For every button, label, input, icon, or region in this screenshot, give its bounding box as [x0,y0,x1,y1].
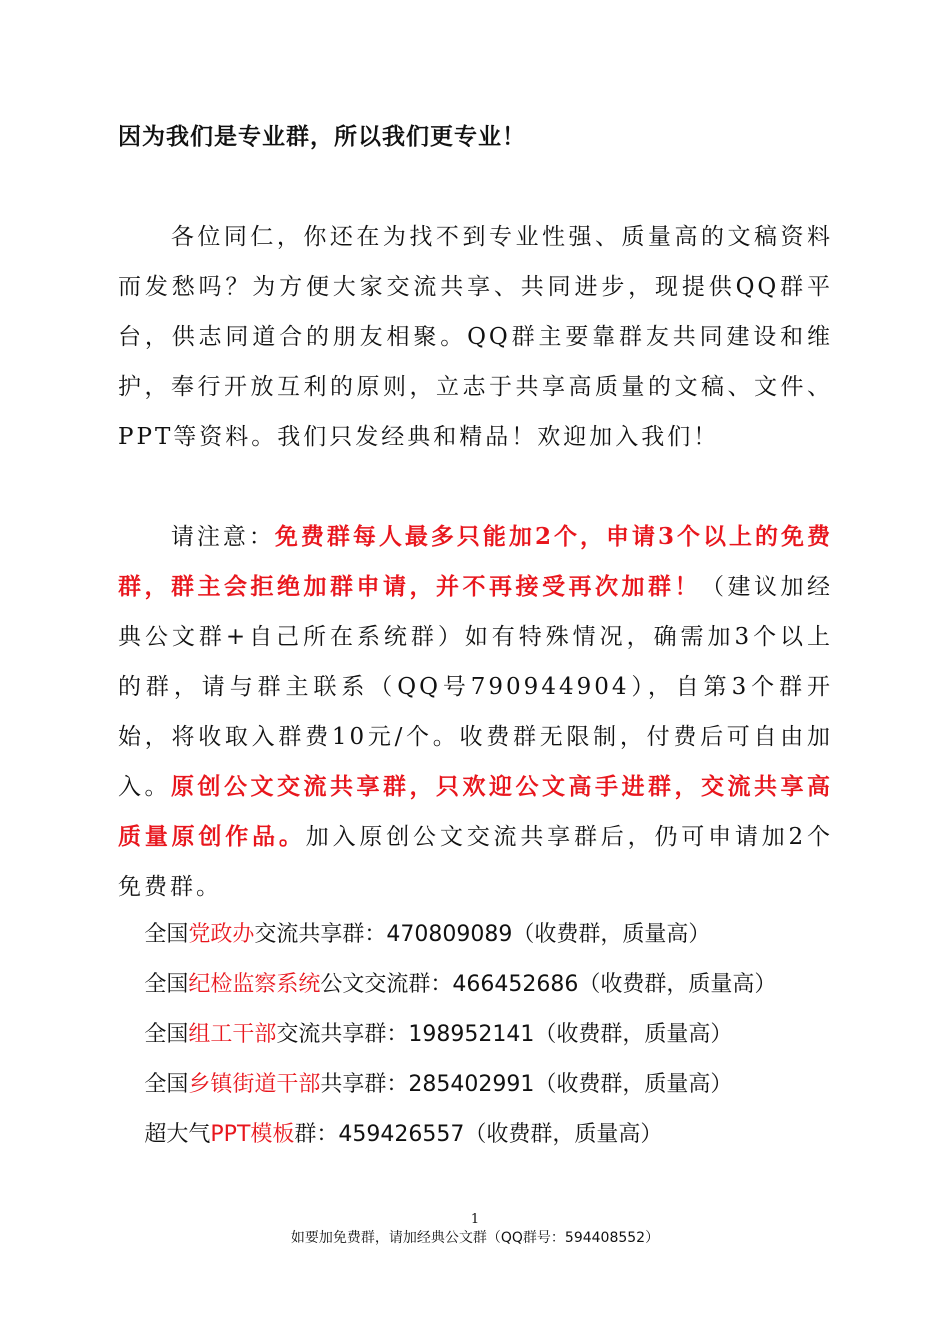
group-highlight: 组工干部 [188,1022,277,1047]
group-item [118,910,838,960]
footer-note: 如要加免费群，请加经典公文群（QQ群号：594408552） [290,1230,660,1246]
group-prefix: 全国 [144,972,189,997]
notice-paragraph [118,512,833,912]
page-heading: 因为我们是专业群，所以我们更专业！ [118,124,526,150]
intro-paragraph: 各位同仁，你还在为找不到专业性强、质量高的文稿资料而发愁吗？为方便大家交流共享、共同进步，现提供QQ群平台，供志同道合的朋友相聚。QQ群主要靠群友共同建设和维护，奉行开放互利的原则，立志于共享高质量的文稿、文件、PPT等资料。我们只发经典和精品！欢迎加入我们！ [118,224,833,450]
group-prefix: 全国 [144,1022,189,1047]
notice-original-red: 原创公文交流共享群，只欢迎公文高手进群，交流共享高质量原创作品。 [118,773,833,850]
group-suffix: 交流共享群：470809089（收费群，质量高） [254,922,711,947]
group-suffix: 群：459426557（收费群，质量高） [294,1122,663,1147]
notice-text: （建议加经典公文群+自己所在系统群）如有特殊情况，确需加3个以上的群，请与群主联系（QQ号790944904），自第3个群开始，将收取入群费10元/个。收费群无限制，付费后可自由加入。 [118,574,833,800]
group-prefix: 全国 [144,922,189,947]
group-item [118,960,838,1010]
notice-warning-red: 免费群每人最多只能加2个，申请3个以上的免费群，群主会拒绝加群申请，并不再接受再次加群！ [118,523,833,600]
group-list [118,910,838,1160]
group-suffix: 共享群：285402991（收费群，质量高） [320,1072,733,1097]
group-highlight: 党政办 [188,922,255,947]
group-highlight: PPT模板 [210,1122,295,1147]
group-suffix: 交流共享群：198952141（收费群，质量高） [276,1022,733,1047]
group-item [118,1010,838,1060]
group-prefix: 超大气 [144,1122,211,1147]
group-suffix: 公文交流群：466452686（收费群，质量高） [320,972,777,997]
notice-lead: 请注意： [170,524,275,550]
page-number: 1 [470,1212,480,1227]
page-footer [0,1212,950,1248]
notice-text-end: 加入原创公文交流共享群后，仍可申请加2个免费群。 [118,824,834,900]
group-highlight: 乡镇街道干部 [188,1072,321,1097]
group-item [118,1060,838,1110]
group-item [118,1110,838,1160]
group-highlight: 纪检监察系统 [188,972,321,997]
group-prefix: 全国 [144,1072,189,1097]
